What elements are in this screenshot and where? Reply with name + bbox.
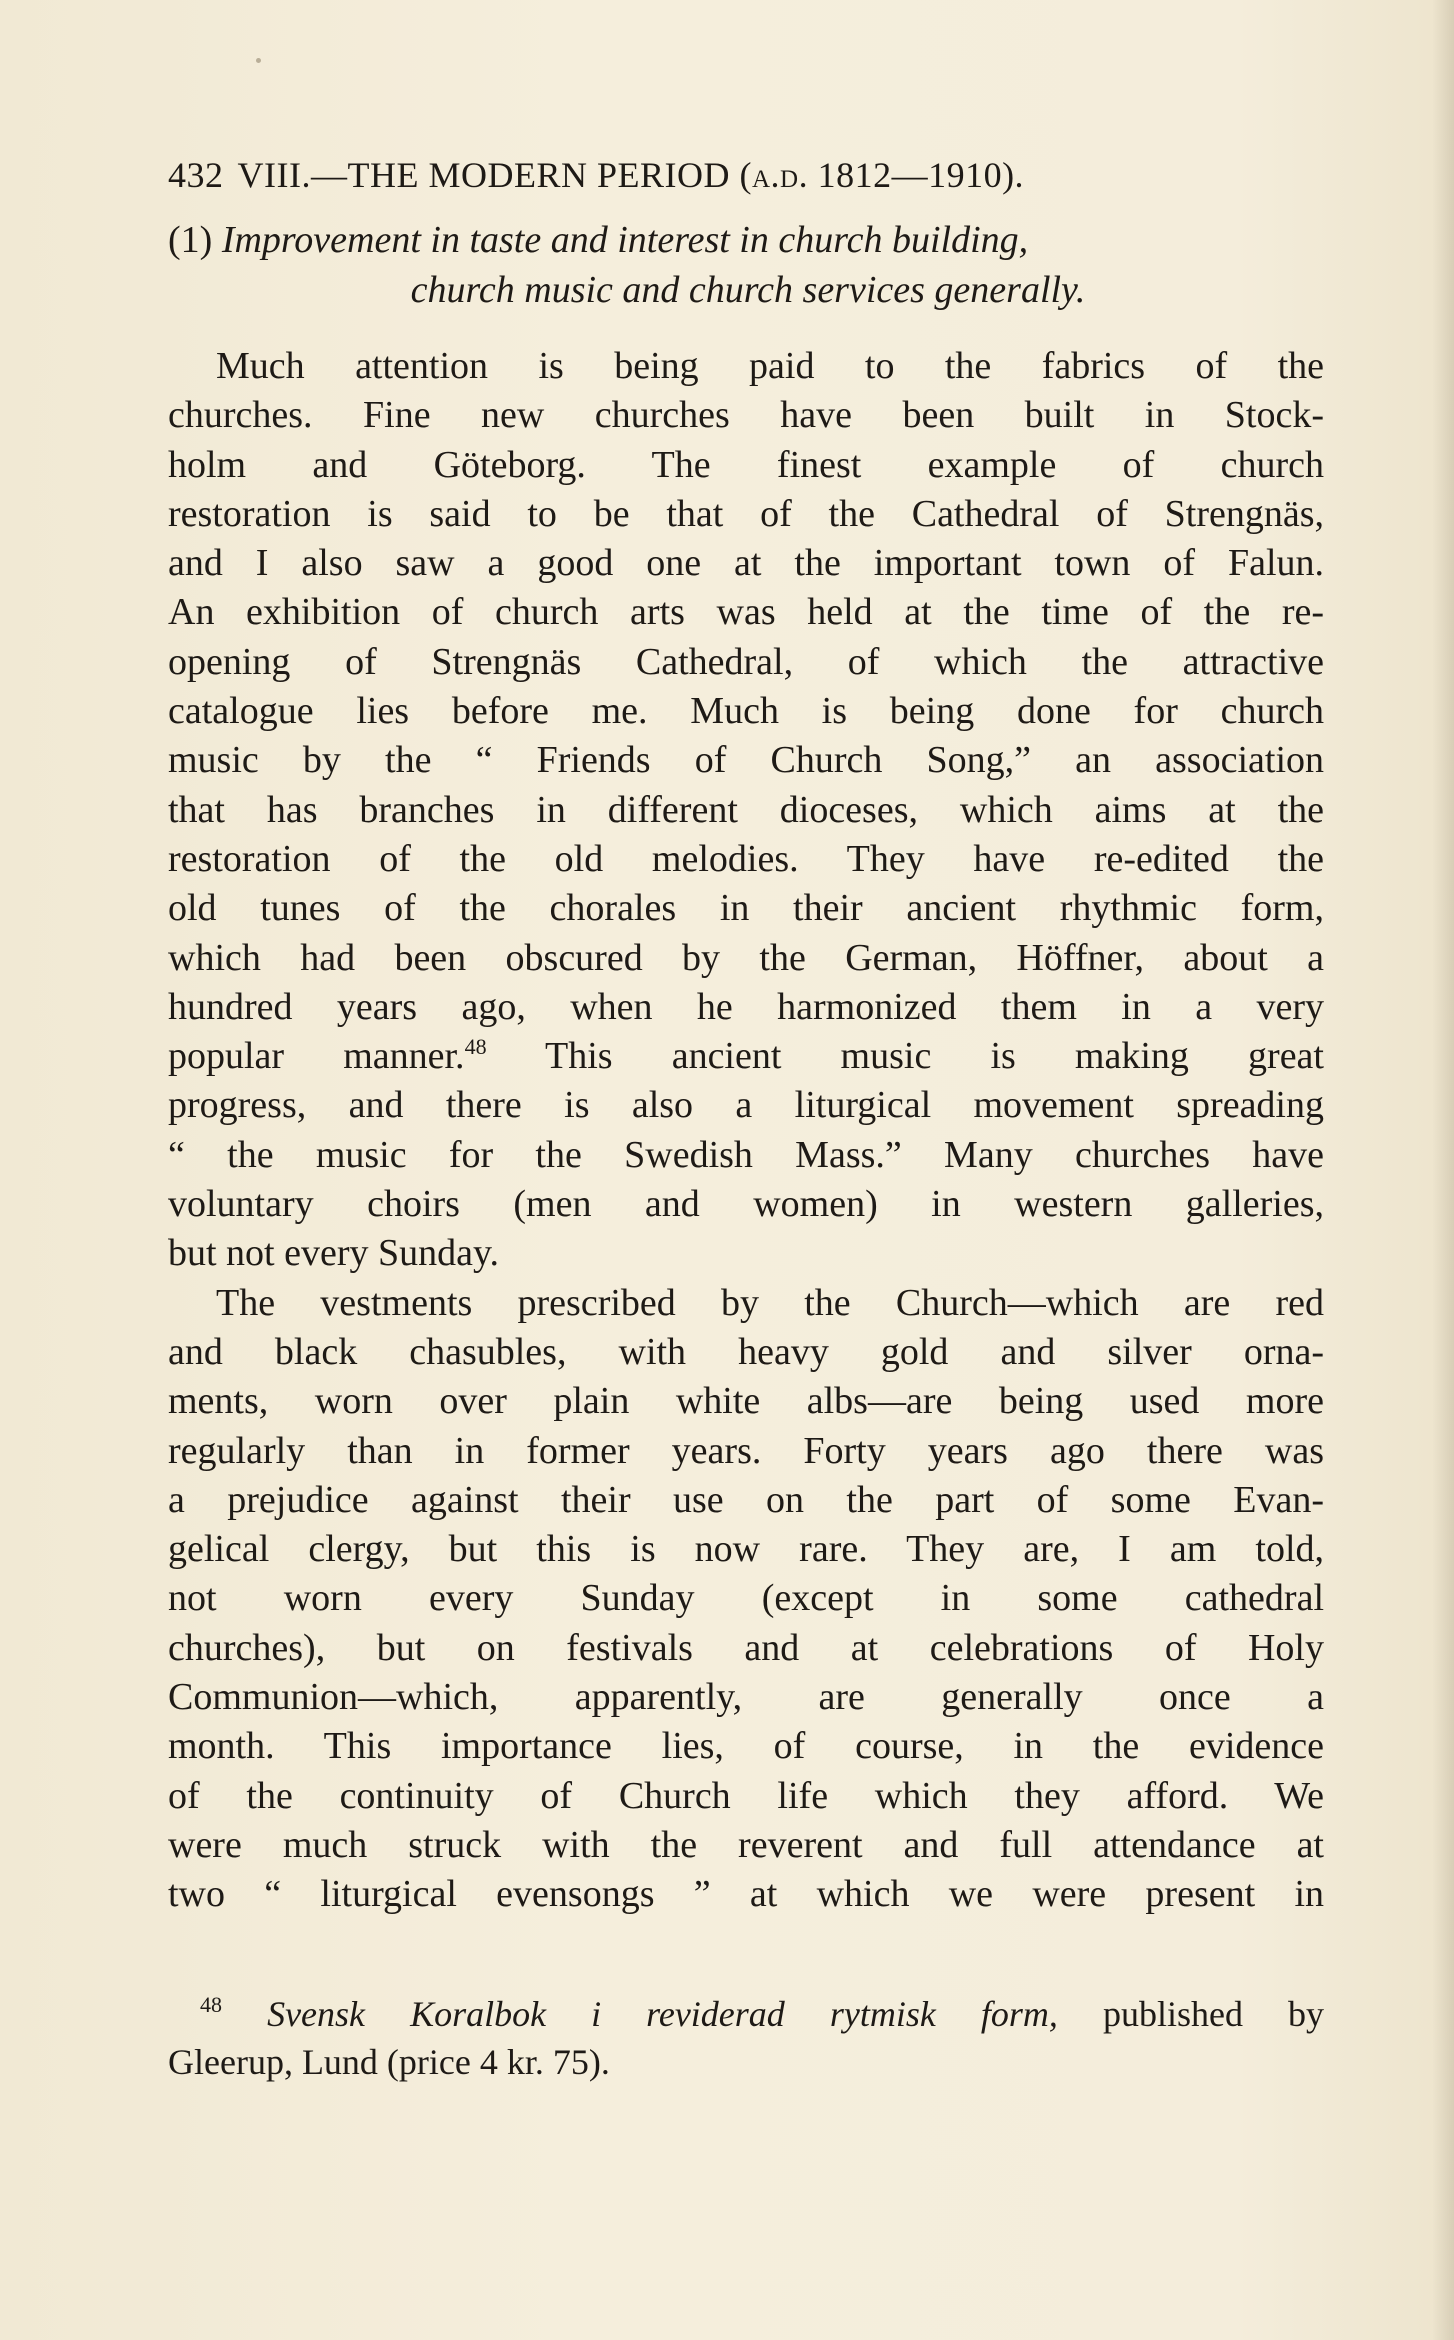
text-line: progress, and there is also a liturgical movement spreading — [168, 1084, 1324, 1127]
text-line: holm and Göteborg. The finest example of church — [168, 443, 1324, 486]
text-line: Communion—which, apparently, are generally once a — [168, 1676, 1324, 1719]
text-line: old tunes of the chorales in their ancient rhythmic form, — [168, 887, 1324, 930]
text-line: gelical clergy, but this is now rare. They are, I am told, — [168, 1528, 1324, 1571]
text-line: opening of Strengnäs Cathedral, of which the attractive — [168, 640, 1324, 683]
text-segment: popular manner. — [168, 1035, 465, 1078]
text-line: regularly than in former years. Forty years ago there was — [168, 1429, 1324, 1472]
footnote-reference: 48 — [464, 1034, 487, 1060]
text-line: catalogue lies before me. Much is being done for church — [168, 690, 1324, 733]
text-line: two “ liturgical evensongs ” at which we were present in — [168, 1873, 1324, 1916]
text-line: churches), but on festivals and at celebrations of Holy — [168, 1626, 1324, 1669]
text-line: ments, worn over plain white albs—are being used more — [168, 1380, 1324, 1423]
text-line: voluntary choirs (men and women) in western galleries, — [168, 1183, 1324, 1226]
text-line: but not every Sunday. — [168, 1232, 500, 1275]
text-line: were much struck with the reverent and full attendance at — [168, 1823, 1324, 1866]
footnote-citation: Svensk Koralbok i reviderad rytmisk form, — [267, 1994, 1058, 2034]
text-line: which had been obscured by the German, Höffner, about a — [168, 936, 1324, 979]
text-line: churches. Fine new churches have been built in Stock- — [168, 394, 1324, 437]
text-line: restoration of the old melodies. They have re-edited the — [168, 837, 1324, 880]
text-line: and I also saw a good one at the important town of Falun. — [168, 542, 1324, 585]
text-line: hundred years ago, when he harmonized them in a very — [168, 985, 1324, 1028]
text-line: restoration is said to be that of the Cathedral of Strengnäs, — [168, 492, 1324, 535]
text-line-with-footnote-ref — [168, 1032, 1324, 1081]
section-heading-line2: church music and church services generally. — [410, 269, 1086, 311]
footnote-line: Gleerup, Lund (price 4 kr. 75). — [168, 2042, 610, 2082]
text-line: Much attention is being paid to the fabrics of the — [216, 345, 1324, 387]
section-heading — [168, 215, 1328, 315]
text-line: An exhibition of church arts was held at the time of the re- — [168, 591, 1324, 634]
body-text — [168, 342, 1324, 1920]
footnote-line — [168, 1990, 1324, 2038]
text-line: not worn every Sunday (except in some cathedral — [168, 1577, 1324, 1620]
page-edge-shadow — [1432, 0, 1454, 2340]
text-segment: This ancient music is making great — [486, 1035, 1324, 1078]
footnote-marker: 48 — [200, 1992, 222, 2017]
text-line: month. This importance lies, of course, in the evidence — [168, 1725, 1324, 1768]
chapter-dates: (a.d. 1812—1910). — [739, 155, 1025, 195]
text-line: music by the “ Friends of Church Song,” an association — [168, 739, 1324, 782]
text-line: and black chasubles, with heavy gold and silver orna- — [168, 1330, 1324, 1373]
paper-speck — [256, 58, 261, 63]
text-line: that has branches in different dioceses, which aims at the — [168, 788, 1324, 831]
running-header — [168, 150, 1328, 200]
text-line: “ the music for the Swedish Mass.” Many churches have — [168, 1133, 1324, 1176]
text-line: of the continuity of Church life which they afford. We — [168, 1774, 1324, 1817]
section-number: (1) — [168, 219, 213, 261]
footnote-text: published by — [1057, 1994, 1325, 2034]
section-heading-line1: Improvement in taste and interest in church building, — [221, 219, 1029, 261]
text-line: a prejudice against their use on the part of some Evan- — [168, 1478, 1324, 1521]
chapter-title: VIII.—THE MODERN PERIOD — [237, 155, 730, 195]
footnote — [168, 1990, 1324, 2086]
page-number: 432 — [168, 155, 224, 195]
text-line: The vestments prescribed by the Church—which are red — [216, 1281, 1324, 1324]
